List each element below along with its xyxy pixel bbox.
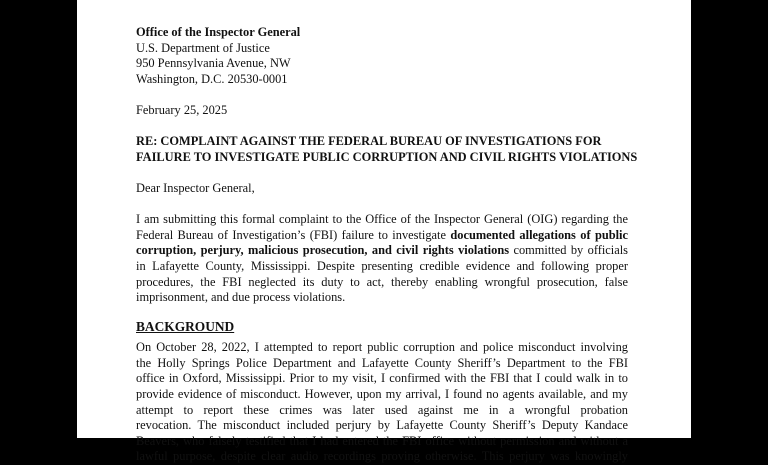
background-heading-text: BACKGROUND [136,318,235,334]
subject-line [136,134,638,165]
salutation-text: Dear Inspector General, [136,180,255,195]
intro-line-5 [136,275,628,291]
intro-line-6 [136,290,628,306]
date-text: February 25, 2025 [136,102,228,117]
background-line-6: revocation. The misconduct included perjury by Lafayette County Sheriff’s Deputy Kandace [136,418,628,433]
sender-department: U.S. Department of Justice [136,40,270,55]
background-line-5: attempt to report these crimes was later used against me in a wrongful probation [136,402,628,417]
background-line-8: lawful purpose, despite clear audio recordings proving otherwise. This perjury was knowingly [136,449,628,464]
intro-line-4 [136,259,628,275]
intro-line-2-bold: documented allegations of public [450,227,628,242]
letter-body [136,25,638,465]
intro-line-6-text: imprisonment, and due process violations. [136,290,346,305]
letter-date [136,103,628,119]
subject-line-2: FAILURE TO INVESTIGATE PUBLIC CORRUPTION AND CIVIL RIGHTS VIOLATIONS [136,149,638,164]
sender-office: Office of the Inspector General [136,25,301,39]
salutation [136,181,628,197]
background-paragraph [136,340,628,465]
section-heading-background [136,319,628,335]
intro-line-2-text: Federal Bureau of Investigation’s (FBI) failure to investigate [136,227,451,242]
intro-line-1-text: I am submitting this formal complaint to the Office of the Inspector General (OIG) regarding the [136,212,628,227]
subject-line-1: RE: COMPLAINT AGAINST THE FEDERAL BUREAU OF INVESTIGATIONS FOR [136,134,602,149]
background-line-4: provide evidence of misconduct. However, upon my arrival, I found no agents available, and my [136,387,628,402]
intro-line-3 [136,243,628,259]
sender-street: 950 Pennsylvania Avenue, NW [136,56,291,71]
document-page [77,0,691,464]
intro-line-3-bold: corruption, perjury, malicious prosecution, and civil rights violations [136,243,510,258]
sender-address [136,25,628,87]
intro-line-5-text: procedures, the FBI neglected its duty to act, thereby enabling wrongful prosecution, false [136,274,628,289]
background-line-7: Beavers, who falsely testified that I had entered the FBI office without permission and without a [136,433,628,448]
intro-paragraph [136,212,628,306]
sender-city: Washington, D.C. 20530-0001 [136,71,288,86]
background-line-3: office in Oxford, Mississippi. Prior to my visit, I confirmed with the FBI that I could walk in to [136,371,628,386]
background-line-2: the Holly Springs Police Department and Lafayette County Sheriff’s Department to the FBI [136,355,628,370]
intro-line-3-text: committed by officials [509,243,628,258]
background-line-1: On October 28, 2022, I attempted to report public corruption and police misconduct involving [136,340,628,355]
intro-line-1 [136,212,628,228]
intro-line-2 [136,228,628,244]
intro-line-4-text: in Lafayette County, Mississippi. Despite presenting credible evidence and following proper [136,258,628,273]
